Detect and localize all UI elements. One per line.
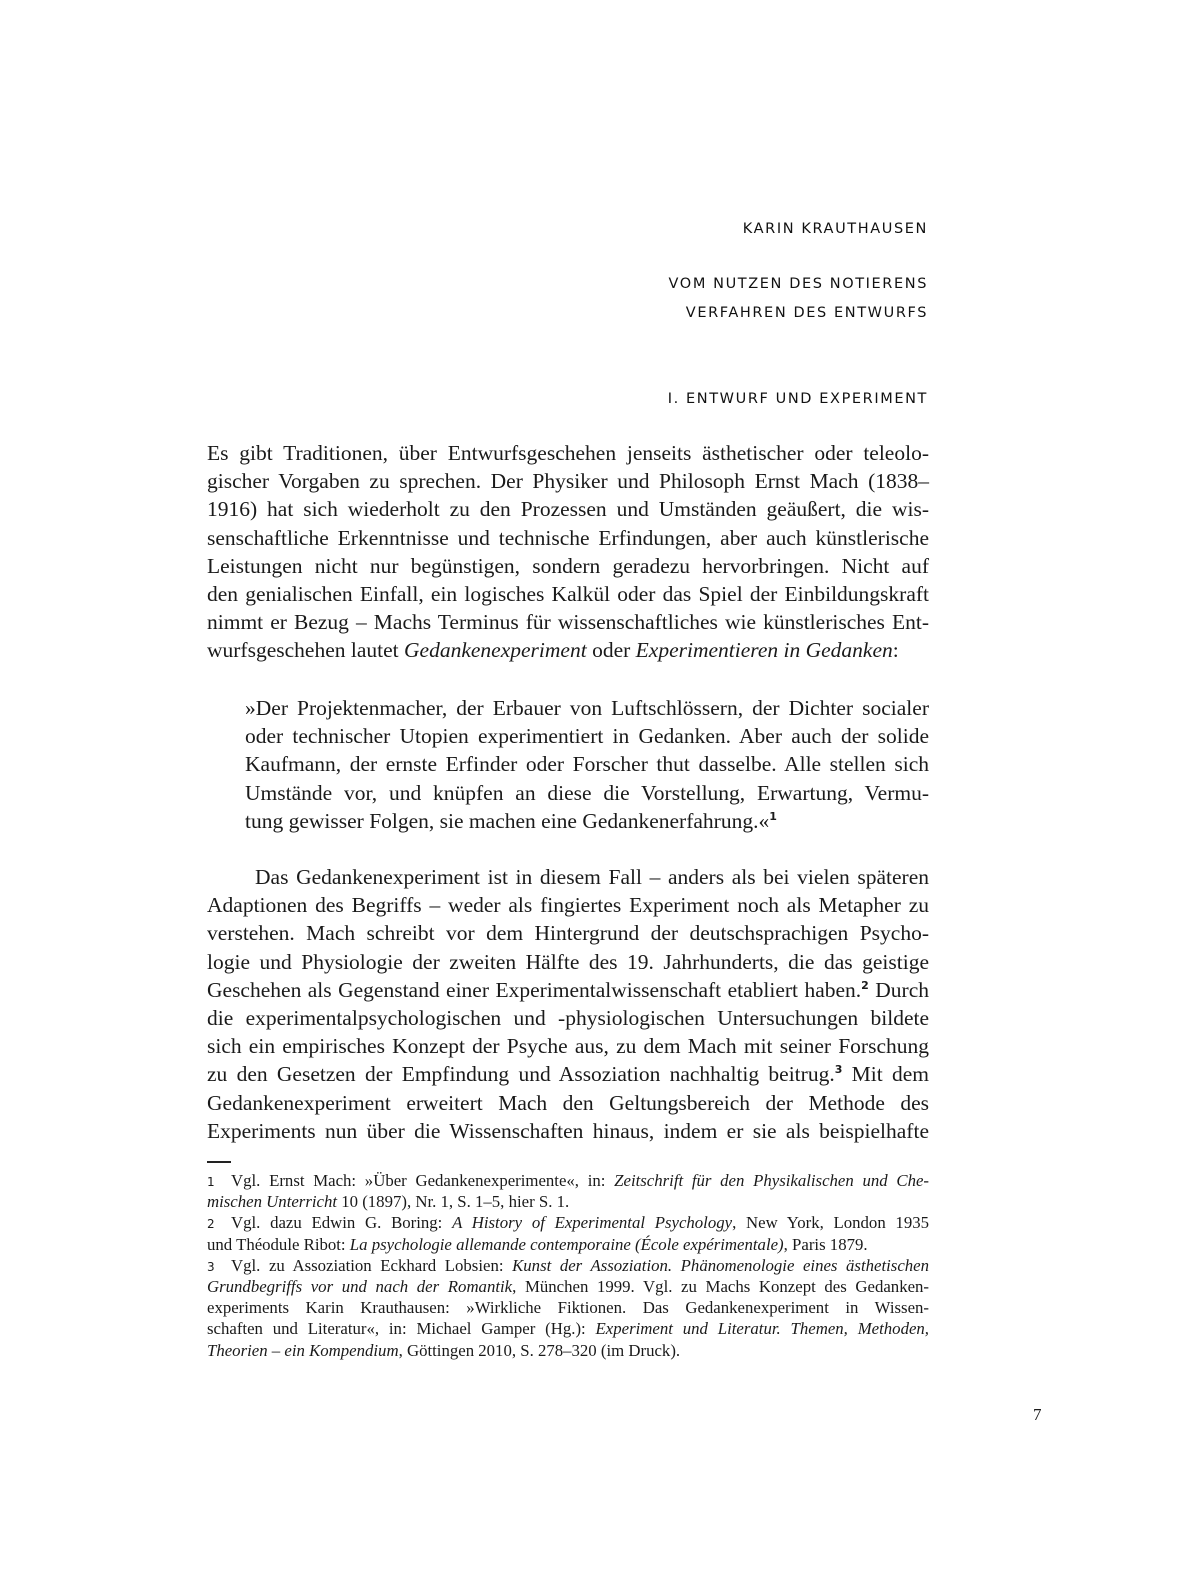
emphasis: Grundbegriffs vor und nach der Romantik xyxy=(207,1276,513,1296)
text-fragment: schaften und Literatur«, in: Michael Gamper (Hg.): xyxy=(207,1319,596,1339)
quote-line xyxy=(245,807,929,835)
text-line: nimmt er Bezug – Machs Terminus für wissenschaftliches wie künstlerisches Ent- xyxy=(207,610,929,635)
chapter-title-line-1: VOM NUTZEN DES NOTIERENS xyxy=(668,276,928,292)
text-fragment: wurfsgeschehen lautet xyxy=(207,638,405,663)
text-line: gischer Vorgaben zu sprechen. Der Physiker und Philosoph Ernst Mach (1838– xyxy=(207,469,929,494)
text-line xyxy=(207,976,929,1004)
footnote-3-line xyxy=(207,1318,929,1339)
text-fragment: oder xyxy=(586,638,636,663)
footnote-3-line: experiments Karin Krauthausen: »Wirkliche Fiktionen. Das Gedankenexperiment in Wissen- xyxy=(207,1298,929,1318)
footnote-ref-3[interactable]: 3 xyxy=(834,1063,843,1077)
emphasis: La psychologie allemande contemporaine (École expérimentale) xyxy=(349,1234,784,1254)
footnote-1-line xyxy=(207,1170,929,1191)
chapter-title-line-2: VERFAHREN DES ENTWURFS xyxy=(685,305,928,321)
page-number: 7 xyxy=(1033,1405,1042,1424)
text-fragment: Durch xyxy=(868,977,930,1002)
text-line: Adaptionen des Begriffs – weder als fingiertes Experiment noch als Metapher zu xyxy=(207,893,929,918)
text-line: 1916) hat sich wiederholt zu den Prozessen und Umständen geäußert, die wis- xyxy=(207,497,929,522)
text-line: sich ein empirisches Konzept der Psyche aus, zu dem Mach mit seiner Forschung xyxy=(207,1034,929,1059)
text-fragment: Geschehen als Gegenstand einer Experimentalwissenschaft etabliert haben. xyxy=(207,977,862,1002)
block-quote xyxy=(245,694,929,835)
quote-line: Kaufmann, der ernste Erfinder oder Forscher thut dasselbe. Alle stellen sich xyxy=(245,752,929,777)
text-line: den genialischen Einfall, ein logisches Kalkül oder das Spiel der Einbildungskraft xyxy=(207,581,929,606)
text-line xyxy=(207,636,929,664)
quote-line: oder technischer Utopien experimentiert in Gedanken. Aber auch der solide xyxy=(245,724,929,749)
text-fragment: tung gewisser Folgen, sie machen eine Gedankenerfahrung.« xyxy=(245,808,770,833)
text-line: Experiments nun über die Wissenschaften hinaus, indem er sie als beispielhafte xyxy=(207,1118,929,1143)
text-fragment: Mit dem xyxy=(842,1062,929,1087)
footnote-number: 2 xyxy=(207,1217,215,1232)
text-fragment: Vgl. Ernst Mach: »Über Gedankenexperimente«, in: xyxy=(231,1171,615,1190)
footnote-separator xyxy=(207,1161,231,1163)
footnote-3-line xyxy=(207,1276,929,1297)
text-line: Es gibt Traditionen, über Entwurfsgeschehen jenseits ästhetischer oder teleolo- xyxy=(207,441,929,465)
quote-line: »Der Projektenmacher, der Erbauer von Luftschlössern, der Dichter socialer xyxy=(245,696,929,720)
footnote-3-line xyxy=(207,1255,929,1276)
text-fragment: , Paris 1879. xyxy=(783,1234,868,1254)
text-fragment: 10 (1897), Nr. 1, S. 1–5, hier S. 1. xyxy=(337,1192,570,1212)
text-line xyxy=(207,1060,929,1088)
footnote-number: 1 xyxy=(207,1175,215,1189)
text-fragment: Vgl. dazu Edwin G. Boring: xyxy=(231,1213,453,1233)
emphasis: Kunst der Assoziation. Phänomenologie eines ästhetischen xyxy=(512,1255,929,1275)
author-name: KARIN KRAUTHAUSEN xyxy=(742,221,928,237)
section-heading: I. ENTWURF UND EXPERIMENT xyxy=(667,391,928,407)
text-line: senschaftliche Erkenntnisse und technische Erfindungen, aber auch künstlerische xyxy=(207,525,929,550)
text-fragment: und Théodule Ribot: xyxy=(207,1234,350,1254)
emphasis: A History of Experimental Psychology xyxy=(452,1213,733,1233)
text-fragment: zu den Gesetzen der Empfindung und Assoziation nachhaltig beitrug. xyxy=(207,1062,835,1087)
paragraph-1 xyxy=(207,439,929,665)
text-line: Gedankenexperiment erweitert Mach den Geltungsbereich der Methode des xyxy=(207,1090,929,1115)
emphasis: Zeitschrift für den Physikalischen und Che- xyxy=(614,1171,929,1190)
quote-line: Umstände vor, und knüpfen an diese die Vorstellung, Erwartung, Vermu- xyxy=(245,780,929,805)
text-line: die experimentalpsychologischen und -physiologischen Untersuchungen bildete xyxy=(207,1005,929,1030)
text-fragment: , New York, London 1935 xyxy=(732,1213,929,1233)
text-fragment: , München 1999. Vgl. zu Machs Konzept des Gedanken- xyxy=(512,1276,930,1296)
footnote-2-line xyxy=(207,1234,929,1255)
footnote-number: 3 xyxy=(207,1259,215,1274)
footnote-ref-1[interactable]: 1 xyxy=(769,809,777,823)
emphasis: Theorien – ein Kompendium xyxy=(207,1340,399,1360)
emphasis: Experiment und Literatur. Themen, Methoden, xyxy=(595,1319,929,1339)
text-line: Leistungen nicht nur begünstigen, sondern geradezu hervorbringen. Nicht auf xyxy=(207,553,929,578)
text-line: Das Gedankenexperiment ist in diesem Fall – anders als bei vielen späteren xyxy=(255,865,929,889)
footnote-2-line xyxy=(207,1212,929,1233)
emphasis: mischen Unterricht xyxy=(207,1192,338,1212)
footnotes xyxy=(207,1170,929,1361)
emphasis: Experimentieren in Gedanken xyxy=(635,638,893,663)
text-line: verstehen. Mach schreibt vor dem Hintergrund der deutschsprachigen Psycho- xyxy=(207,921,929,946)
text-line: logie und Physiologie der zweiten Hälfte des 19. Jahrhunderts, die das geistige xyxy=(207,949,929,974)
text-fragment: : xyxy=(892,638,899,663)
footnote-ref-2[interactable]: 2 xyxy=(861,978,869,992)
text-fragment: , Göttingen 2010, S. 278–320 (im Druck). xyxy=(398,1340,681,1360)
emphasis: Gedankenexperiment xyxy=(404,638,587,663)
footnote-1-line xyxy=(207,1191,929,1212)
footnote-3-line xyxy=(207,1340,929,1361)
text-fragment: Vgl. zu Assoziation Eckhard Lobsien: xyxy=(231,1255,513,1275)
paragraph-2 xyxy=(207,863,929,1145)
